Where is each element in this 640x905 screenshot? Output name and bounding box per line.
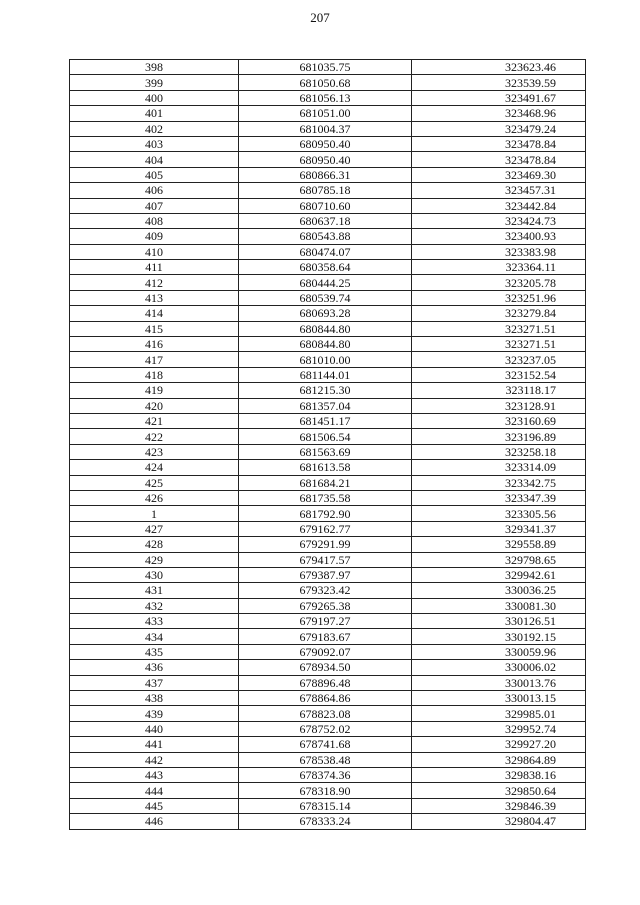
x-coordinate-cell: 681010.00 — [239, 352, 412, 367]
x-coordinate-cell: 680693.28 — [239, 306, 412, 321]
x-coordinate-cell: 680785.18 — [239, 183, 412, 198]
y-coordinate-cell: 323347.39 — [412, 490, 586, 505]
point-number-cell: 440 — [70, 721, 239, 736]
y-coordinate-cell: 323118.17 — [412, 383, 586, 398]
coordinates-table-body — [70, 60, 586, 830]
point-number-cell: 431 — [70, 583, 239, 598]
point-number-cell: 420 — [70, 398, 239, 413]
y-coordinate-cell: 330059.96 — [412, 644, 586, 659]
x-coordinate-cell: 680844.80 — [239, 321, 412, 336]
point-number-cell: 429 — [70, 552, 239, 567]
point-number-cell: 398 — [70, 60, 239, 75]
point-number-cell: 405 — [70, 167, 239, 182]
point-number-cell: 411 — [70, 260, 239, 275]
x-coordinate-cell: 680866.31 — [239, 167, 412, 182]
y-coordinate-cell: 323205.78 — [412, 275, 586, 290]
table-row — [70, 75, 586, 90]
table-row — [70, 383, 586, 398]
y-coordinate-cell: 323128.91 — [412, 398, 586, 413]
x-coordinate-cell: 681215.30 — [239, 383, 412, 398]
x-coordinate-cell: 680444.25 — [239, 275, 412, 290]
y-coordinate-cell: 330013.76 — [412, 675, 586, 690]
table-row — [70, 583, 586, 598]
y-coordinate-cell: 329838.16 — [412, 767, 586, 782]
table-row — [70, 229, 586, 244]
point-number-cell: 410 — [70, 244, 239, 259]
y-coordinate-cell: 330126.51 — [412, 614, 586, 629]
table-row — [70, 121, 586, 136]
y-coordinate-cell: 323342.75 — [412, 475, 586, 490]
y-coordinate-cell: 323491.67 — [412, 90, 586, 105]
table-row — [70, 167, 586, 182]
table-row — [70, 136, 586, 151]
point-number-cell: 439 — [70, 706, 239, 721]
table-row — [70, 629, 586, 644]
y-coordinate-cell: 323237.05 — [412, 352, 586, 367]
table-row — [70, 198, 586, 213]
y-coordinate-cell: 330006.02 — [412, 660, 586, 675]
x-coordinate-cell: 680474.07 — [239, 244, 412, 259]
x-coordinate-cell: 681051.00 — [239, 106, 412, 121]
table-row — [70, 260, 586, 275]
point-number-cell: 422 — [70, 429, 239, 444]
table-row — [70, 152, 586, 167]
table-row — [70, 444, 586, 459]
x-coordinate-cell: 680950.40 — [239, 136, 412, 151]
point-number-cell: 430 — [70, 567, 239, 582]
y-coordinate-cell: 323314.09 — [412, 460, 586, 475]
point-number-cell: 423 — [70, 444, 239, 459]
y-coordinate-cell: 329558.89 — [412, 537, 586, 552]
table-row — [70, 337, 586, 352]
y-coordinate-cell: 323442.84 — [412, 198, 586, 213]
y-coordinate-cell: 323160.69 — [412, 413, 586, 428]
y-coordinate-cell: 323478.84 — [412, 136, 586, 151]
y-coordinate-cell: 323152.54 — [412, 367, 586, 382]
y-coordinate-cell: 329846.39 — [412, 798, 586, 813]
point-number-cell: 417 — [70, 352, 239, 367]
x-coordinate-cell: 679291.99 — [239, 537, 412, 552]
y-coordinate-cell: 323383.98 — [412, 244, 586, 259]
y-coordinate-cell: 329804.47 — [412, 814, 586, 829]
y-coordinate-cell: 323364.11 — [412, 260, 586, 275]
point-number-cell: 425 — [70, 475, 239, 490]
table-row — [70, 537, 586, 552]
point-number-cell: 444 — [70, 783, 239, 798]
table-row — [70, 737, 586, 752]
point-number-cell: 443 — [70, 767, 239, 782]
table-row — [70, 767, 586, 782]
table-row — [70, 521, 586, 536]
table-row — [70, 691, 586, 706]
y-coordinate-cell: 323468.96 — [412, 106, 586, 121]
point-number-cell: 401 — [70, 106, 239, 121]
table-row — [70, 60, 586, 75]
table-row — [70, 306, 586, 321]
point-number-cell: 414 — [70, 306, 239, 321]
y-coordinate-cell: 323539.59 — [412, 75, 586, 90]
table-row — [70, 213, 586, 228]
table-row — [70, 183, 586, 198]
x-coordinate-cell: 678896.48 — [239, 675, 412, 690]
point-number-cell: 402 — [70, 121, 239, 136]
point-number-cell: 399 — [70, 75, 239, 90]
table-row — [70, 413, 586, 428]
x-coordinate-cell: 681357.04 — [239, 398, 412, 413]
y-coordinate-cell: 330013.15 — [412, 691, 586, 706]
point-number-cell: 421 — [70, 413, 239, 428]
point-number-cell: 426 — [70, 490, 239, 505]
x-coordinate-cell: 679323.42 — [239, 583, 412, 598]
point-number-cell: 433 — [70, 614, 239, 629]
x-coordinate-cell: 678823.08 — [239, 706, 412, 721]
x-coordinate-cell: 681792.90 — [239, 506, 412, 521]
table-row — [70, 506, 586, 521]
y-coordinate-cell: 323271.51 — [412, 337, 586, 352]
point-number-cell: 442 — [70, 752, 239, 767]
point-number-cell: 1 — [70, 506, 239, 521]
x-coordinate-cell: 680358.64 — [239, 260, 412, 275]
y-coordinate-cell: 329341.37 — [412, 521, 586, 536]
x-coordinate-cell: 678315.14 — [239, 798, 412, 813]
x-coordinate-cell: 681684.21 — [239, 475, 412, 490]
y-coordinate-cell: 323251.96 — [412, 290, 586, 305]
point-number-cell: 446 — [70, 814, 239, 829]
table-row — [70, 290, 586, 305]
point-number-cell: 413 — [70, 290, 239, 305]
x-coordinate-cell: 680539.74 — [239, 290, 412, 305]
x-coordinate-cell: 680950.40 — [239, 152, 412, 167]
y-coordinate-cell: 323457.31 — [412, 183, 586, 198]
y-coordinate-cell: 330036.25 — [412, 583, 586, 598]
y-coordinate-cell: 323479.24 — [412, 121, 586, 136]
x-coordinate-cell: 680543.88 — [239, 229, 412, 244]
x-coordinate-cell: 680844.80 — [239, 337, 412, 352]
y-coordinate-cell: 329927.20 — [412, 737, 586, 752]
point-number-cell: 435 — [70, 644, 239, 659]
table-row — [70, 721, 586, 736]
x-coordinate-cell: 678318.90 — [239, 783, 412, 798]
point-number-cell: 441 — [70, 737, 239, 752]
point-number-cell: 445 — [70, 798, 239, 813]
table-row — [70, 660, 586, 675]
point-number-cell: 436 — [70, 660, 239, 675]
point-number-cell: 400 — [70, 90, 239, 105]
table-row — [70, 644, 586, 659]
table-row — [70, 352, 586, 367]
x-coordinate-cell: 681563.69 — [239, 444, 412, 459]
point-number-cell: 434 — [70, 629, 239, 644]
x-coordinate-cell: 678333.24 — [239, 814, 412, 829]
table-row — [70, 367, 586, 382]
table-row — [70, 567, 586, 582]
table-row — [70, 614, 586, 629]
point-number-cell: 404 — [70, 152, 239, 167]
point-number-cell: 418 — [70, 367, 239, 382]
table-row — [70, 460, 586, 475]
y-coordinate-cell: 329952.74 — [412, 721, 586, 736]
y-coordinate-cell: 323478.84 — [412, 152, 586, 167]
x-coordinate-cell: 681004.37 — [239, 121, 412, 136]
table-row — [70, 752, 586, 767]
x-coordinate-cell: 681035.75 — [239, 60, 412, 75]
x-coordinate-cell: 678752.02 — [239, 721, 412, 736]
point-number-cell: 419 — [70, 383, 239, 398]
y-coordinate-cell: 330192.15 — [412, 629, 586, 644]
point-number-cell: 415 — [70, 321, 239, 336]
table-row — [70, 398, 586, 413]
x-coordinate-cell: 679183.67 — [239, 629, 412, 644]
x-coordinate-cell: 681613.58 — [239, 460, 412, 475]
x-coordinate-cell: 681735.58 — [239, 490, 412, 505]
y-coordinate-cell: 329864.89 — [412, 752, 586, 767]
y-coordinate-cell: 323400.93 — [412, 229, 586, 244]
table-row — [70, 706, 586, 721]
x-coordinate-cell: 681144.01 — [239, 367, 412, 382]
point-number-cell: 406 — [70, 183, 239, 198]
table-row — [70, 321, 586, 336]
y-coordinate-cell: 323279.84 — [412, 306, 586, 321]
y-coordinate-cell: 329850.64 — [412, 783, 586, 798]
y-coordinate-cell: 323271.51 — [412, 321, 586, 336]
table-row — [70, 675, 586, 690]
y-coordinate-cell: 329985.01 — [412, 706, 586, 721]
table-row — [70, 598, 586, 613]
x-coordinate-cell: 679162.77 — [239, 521, 412, 536]
x-coordinate-cell: 678374.36 — [239, 767, 412, 782]
y-coordinate-cell: 323196.89 — [412, 429, 586, 444]
point-number-cell: 416 — [70, 337, 239, 352]
x-coordinate-cell: 679092.07 — [239, 644, 412, 659]
point-number-cell: 432 — [70, 598, 239, 613]
y-coordinate-cell: 323258.18 — [412, 444, 586, 459]
page-number: 207 — [310, 10, 330, 25]
table-row — [70, 90, 586, 105]
y-coordinate-cell: 323305.56 — [412, 506, 586, 521]
table-row — [70, 106, 586, 121]
table-row — [70, 475, 586, 490]
point-number-cell: 407 — [70, 198, 239, 213]
point-number-cell: 412 — [70, 275, 239, 290]
x-coordinate-cell: 680637.18 — [239, 213, 412, 228]
point-number-cell: 437 — [70, 675, 239, 690]
point-number-cell: 438 — [70, 691, 239, 706]
x-coordinate-cell: 678934.50 — [239, 660, 412, 675]
point-number-cell: 408 — [70, 213, 239, 228]
x-coordinate-cell: 681050.68 — [239, 75, 412, 90]
y-coordinate-cell: 323469.30 — [412, 167, 586, 182]
table-row — [70, 552, 586, 567]
x-coordinate-cell: 679197.27 — [239, 614, 412, 629]
point-number-cell: 424 — [70, 460, 239, 475]
table-row — [70, 814, 586, 829]
x-coordinate-cell: 678741.68 — [239, 737, 412, 752]
table-row — [70, 429, 586, 444]
x-coordinate-cell: 679265.38 — [239, 598, 412, 613]
x-coordinate-cell: 680710.60 — [239, 198, 412, 213]
table-row — [70, 798, 586, 813]
table-row — [70, 244, 586, 259]
x-coordinate-cell: 678538.48 — [239, 752, 412, 767]
coordinates-table — [69, 59, 586, 830]
x-coordinate-cell: 681451.17 — [239, 413, 412, 428]
y-coordinate-cell: 329942.61 — [412, 567, 586, 582]
x-coordinate-cell: 681056.13 — [239, 90, 412, 105]
point-number-cell: 409 — [70, 229, 239, 244]
point-number-cell: 428 — [70, 537, 239, 552]
table-row — [70, 783, 586, 798]
table-row — [70, 275, 586, 290]
table-row — [70, 490, 586, 505]
x-coordinate-cell: 678864.86 — [239, 691, 412, 706]
x-coordinate-cell: 681506.54 — [239, 429, 412, 444]
y-coordinate-cell: 329798.65 — [412, 552, 586, 567]
y-coordinate-cell: 330081.30 — [412, 598, 586, 613]
point-number-cell: 403 — [70, 136, 239, 151]
x-coordinate-cell: 679387.97 — [239, 567, 412, 582]
y-coordinate-cell: 323424.73 — [412, 213, 586, 228]
x-coordinate-cell: 679417.57 — [239, 552, 412, 567]
y-coordinate-cell: 323623.46 — [412, 60, 586, 75]
point-number-cell: 427 — [70, 521, 239, 536]
